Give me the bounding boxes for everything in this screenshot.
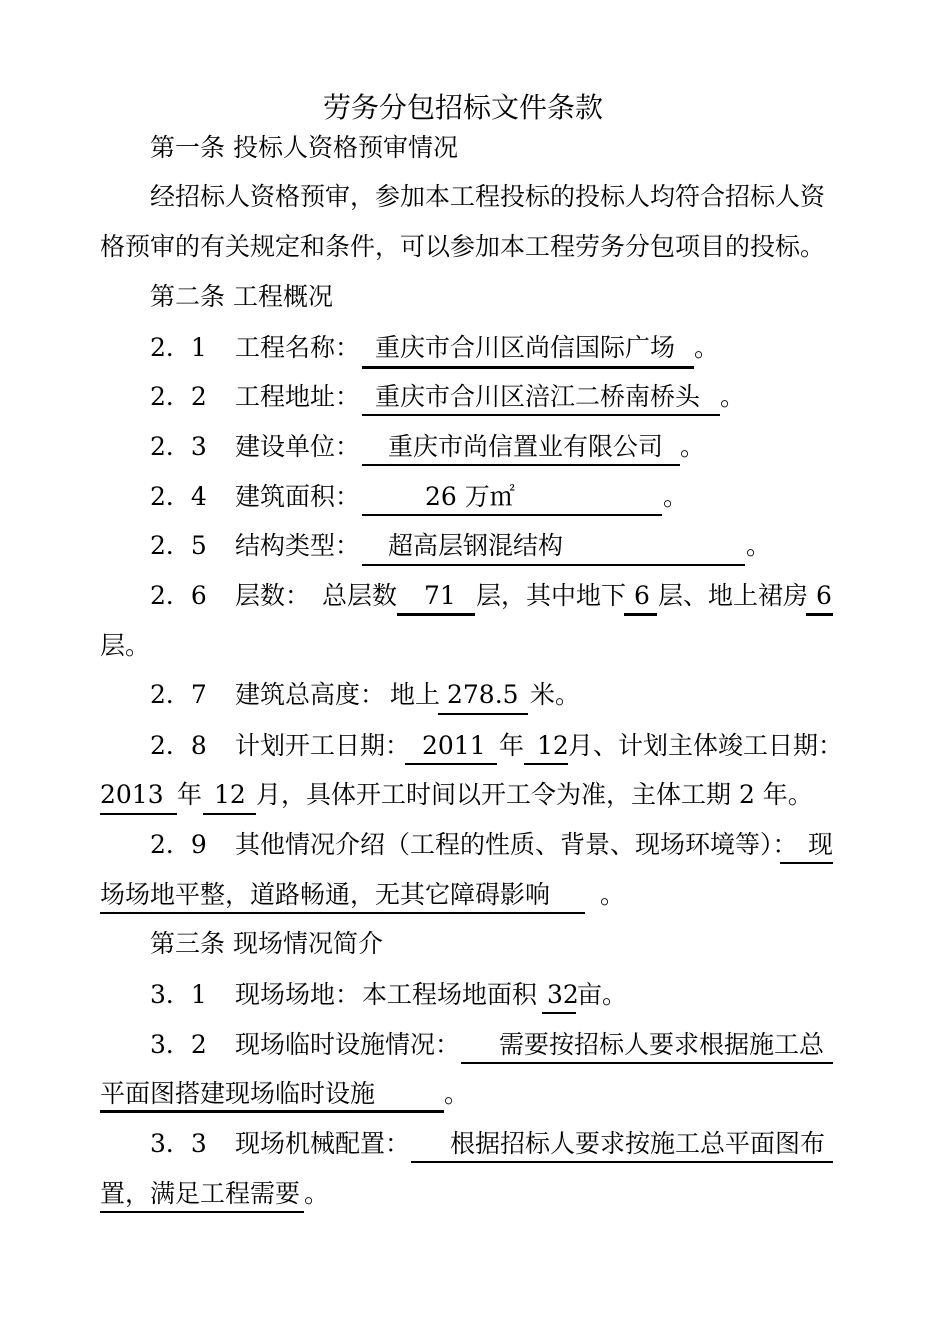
project-address-label: 工程地址： [235,382,361,411]
line-end: 。 [444,1079,470,1108]
date-text-tail: 月，具体开工时间以开工令为准，主体工期 2 年。 [256,780,813,809]
project-name-label: 工程名称： [235,333,361,362]
structure-type-label: 结构类型： [235,531,361,560]
fill-underline [542,1012,576,1014]
fill-underline [362,464,680,466]
fill-underline [624,613,657,616]
project-name-value: 重庆市合川区尚信国际广场 [375,333,676,362]
line-end: 。 [600,880,626,909]
article-2-heading: 第二条 工程概况 [150,282,333,311]
fill-underline [362,414,720,416]
end-year-value: 2013 [100,780,164,809]
structure-type-value: 超高层钢混结构 [388,531,564,560]
project-address-value: 重庆市合川区涪江二桥南桥头 [375,382,701,411]
fill-underline [405,763,497,765]
item-number: 3．1 [150,980,207,1009]
date-text: 年 [499,731,525,760]
floors-text: 层、地上裙房 [658,581,809,610]
floors-text-end: 层。 [100,631,151,660]
fill-underline [100,813,177,815]
total-floors-value: 71 [424,581,456,610]
line-end: 。 [663,482,689,511]
item-number: 2．5 [150,531,207,560]
article-1-paragraph-line-1: 经招标人资格预审，参加本工程投标的投标人均符合招标人资 [150,182,826,211]
height-text: 地上 [390,680,441,709]
item-number: 3．3 [150,1129,207,1158]
machinery-label: 现场机械配置： [235,1129,411,1158]
fill-underline [100,1110,444,1113]
item-number: 2．8 [150,731,207,760]
line-end: 。 [694,333,720,362]
article-1-paragraph-line-2: 格预审的有关规定和条件，可以参加本工程劳务分包项目的投标。 [100,232,826,261]
date-text: 年 [177,780,203,809]
developer-value: 重庆市尚信置业有限公司 [388,432,664,461]
floors-text: 总层数 [322,581,398,610]
item-number: 2．7 [150,680,207,709]
height-text-end: 米。 [530,680,581,709]
article-3-heading: 第三条 现场情况简介 [150,929,383,958]
temp-facilities-label: 现场临时设施情况： [235,1030,461,1059]
building-area-label: 建筑面积： [235,482,361,511]
planned-start-label: 计划开工日期： [235,731,411,760]
date-text: 月、计划主体竣工日期： [568,731,844,760]
podium-floors-value: 6 [816,581,832,610]
building-area-value: 26 万㎡ [425,482,515,511]
site-text: 本工程场地面积 [362,980,538,1009]
line-end: 。 [304,1179,330,1208]
fill-underline [100,912,585,914]
fill-underline [397,613,475,616]
machinery-value-line-1: 根据招标人要求按施工总平面图布 [450,1129,826,1158]
fill-underline [100,1211,304,1213]
fill-underline [362,366,694,369]
fill-underline [461,1062,833,1064]
fill-underline [438,713,528,715]
site-label: 现场场地： [235,980,361,1009]
site-text-end: 亩。 [577,980,628,1009]
other-info-value-line-1: 现 [808,830,834,859]
end-month-value: 12 [214,780,246,809]
underground-floors-value: 6 [634,581,650,610]
fill-underline [362,514,662,516]
floors-label: 层数： [235,581,311,610]
other-info-value-line-2: 场场地平整，道路畅通，无其它障碍影响 [100,880,551,909]
item-number: 2．2 [150,382,207,411]
fill-underline [362,564,745,566]
temp-facilities-value-line-1: 需要按招标人要求根据施工总 [499,1030,825,1059]
item-number: 3．2 [150,1030,207,1059]
fill-underline [806,613,833,616]
fill-underline [780,862,833,864]
line-end: 。 [720,382,746,411]
developer-label: 建设单位： [235,432,361,461]
fill-underline [411,1161,833,1163]
line-end: 。 [680,432,706,461]
item-number: 2．9 [150,830,207,859]
document-title: 劳务分包招标文件条款 [323,91,604,124]
line-end: 。 [746,531,772,560]
item-number: 2．3 [150,432,207,461]
machinery-value-line-2: 置，满足工程需要 [100,1179,301,1208]
start-month-value: 12 [537,731,569,760]
fill-underline [524,763,568,765]
item-number: 2．4 [150,482,207,511]
item-number: 2．1 [150,333,207,362]
building-height-label: 建筑总高度： [235,680,386,709]
other-info-label: 其他情况介绍（工程的性质、背景、现场环境等）： [235,830,798,859]
start-year-value: 2011 [422,731,486,760]
article-1-heading: 第一条 投标人资格预审情况 [150,133,458,162]
fill-underline [203,813,256,815]
floors-text: 层，其中地下 [476,581,627,610]
item-number: 2．6 [150,581,207,610]
site-area-value: 32 [547,980,579,1009]
temp-facilities-value-line-2: 平面图搭建现场临时设施 [100,1079,376,1108]
building-height-value: 278.5 [447,680,519,709]
